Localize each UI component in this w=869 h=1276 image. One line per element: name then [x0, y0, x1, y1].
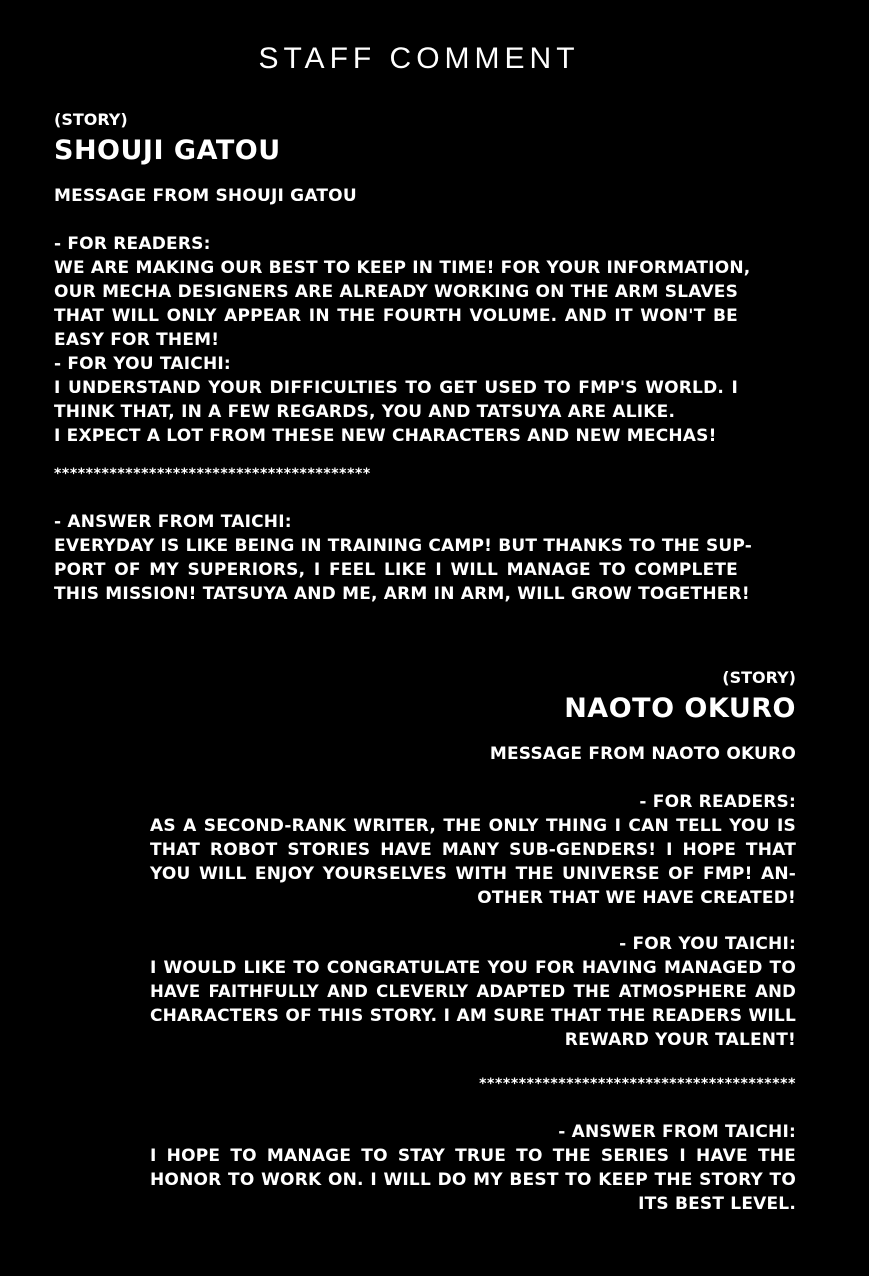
- section2-readers-line: OTHER THAT WE HAVE CREATED!: [477, 888, 796, 908]
- section1-separator: ****************************************: [54, 466, 371, 482]
- section1-taichi-line: I EXPECT A LOT FROM THESE NEW CHARACTERS AND NEW MECHAS!: [54, 426, 717, 446]
- section1-message-header: MESSAGE FROM SHOUJI GATOU: [54, 186, 357, 206]
- section1-name: SHOUJI GATOU: [54, 135, 281, 166]
- section2-name: NAOTO OKURO: [564, 693, 796, 724]
- section1-answer-line: PORT OF MY SUPERIORS, I FEEL LIKE I WILL MANAGE TO COMPLETE: [54, 560, 738, 580]
- section2-separator: ****************************************: [479, 1076, 796, 1092]
- section1-readers-label: - FOR READERS:: [54, 234, 211, 254]
- section2-answer-line: ITS BEST LEVEL.: [638, 1194, 796, 1214]
- section2-taichi-line: I WOULD LIKE TO CONGRATULATE YOU FOR HAVING MANAGED TO: [150, 958, 796, 978]
- section1-readers-line: OUR MECHA DESIGNERS ARE ALREADY WORKING ON THE ARM SLAVES: [54, 282, 739, 302]
- section1-role: (STORY): [54, 110, 128, 129]
- section2-readers-label: - FOR READERS:: [639, 792, 796, 812]
- section1-taichi-label: - FOR YOU TAICHI:: [54, 354, 231, 374]
- section2-taichi-line: CHARACTERS OF THIS STORY. I AM SURE THAT THE READERS WILL: [150, 1006, 796, 1026]
- section1-readers-line: THAT WILL ONLY APPEAR IN THE FOURTH VOLUME. AND IT WON'T BE: [54, 306, 738, 326]
- section1-answer-line: THIS MISSION! TATSUYA AND ME, ARM IN ARM, WILL GROW TOGETHER!: [54, 584, 750, 604]
- section2-answer-line: HONOR TO WORK ON. I WILL DO MY BEST TO KEEP THE STORY TO: [150, 1170, 796, 1190]
- section1-answer-label: - ANSWER FROM TAICHI:: [54, 512, 292, 532]
- section2-role: (STORY): [722, 668, 796, 687]
- section2-readers-line: THAT ROBOT STORIES HAVE MANY SUB-GENDERS! I HOPE THAT: [150, 840, 796, 860]
- section2-answer-line: I HOPE TO MANAGE TO STAY TRUE TO THE SERIES I HAVE THE: [150, 1146, 796, 1166]
- section2-taichi-label: - FOR YOU TAICHI:: [619, 934, 796, 954]
- section2-message-header: MESSAGE FROM NAOTO OKURO: [489, 744, 796, 764]
- section-shouji-gatou: [54, 110, 754, 606]
- section2-readers-line: AS A SECOND-RANK WRITER, THE ONLY THING I CAN TELL YOU IS: [150, 816, 796, 836]
- section-naoto-okuro: [150, 668, 796, 1216]
- section1-taichi-line: THINK THAT, IN A FEW REGARDS, YOU AND TATSUYA ARE ALIKE.: [54, 402, 676, 422]
- section2-taichi-line: HAVE FAITHFULLY AND CLEVERLY ADAPTED THE ATMOSPHERE AND: [150, 982, 796, 1001]
- section2-taichi-line: REWARD YOUR TALENT!: [564, 1030, 796, 1050]
- section1-readers-line: EASY FOR THEM!: [54, 330, 220, 350]
- section2-answer-label: - ANSWER FROM TAICHI:: [558, 1122, 796, 1142]
- section2-readers-line: YOU WILL ENJOY YOURSELVES WITH THE UNIVERSE OF FMP! AN-: [150, 864, 796, 884]
- section1-taichi-line: I UNDERSTAND YOUR DIFFICULTIES TO GET USED TO FMP'S WORLD. I: [54, 378, 738, 398]
- page-title: STAFF COMMENT: [258, 42, 580, 75]
- section1-readers-line: WE ARE MAKING OUR BEST TO KEEP IN TIME! FOR YOUR INFORMATION,: [54, 258, 751, 278]
- section1-answer-line: EVERYDAY IS LIKE BEING IN TRAINING CAMP! BUT THANKS TO THE SUP-: [54, 536, 753, 556]
